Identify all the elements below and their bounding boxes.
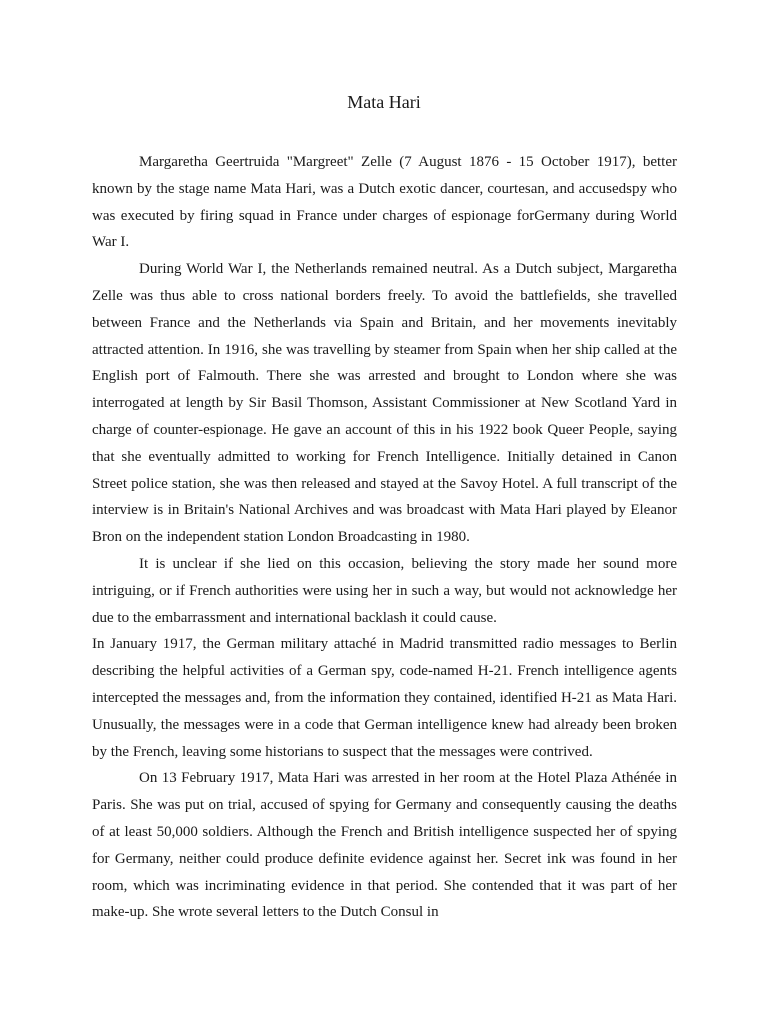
paragraph-arrest: On 13 February 1917, Mata Hari was arrested in her room at the Hotel Plaza Athénée in Paris. She was put on trial, accused of spying for Germany and consequently causing the deaths of at least 50,000 soldiers. Although the French and British intelligence suspected her of spying for Germany, neither could produce definite evidence against her. Secret ink was found in her room, which was incriminating evidence in that period. She contended that it was part of her make-up. She wrote several letters to the Dutch Consul in	[92, 770, 677, 921]
paragraph-uncertainty: It is unclear if she lied on this occasion, believing the story made her sound more intriguing, or if French authorities were using her in such a way, but would not acknowledge her due to the embarrassment and international backlash it could cause.	[92, 555, 677, 626]
paragraph-intro: Margaretha Geertruida "Margreet" Zelle (7 August 1876 - 15 October 1917), better known by the stage name Mata Hari, was a Dutch exotic dancer, courtesan, and accusedspy who was executed by firing squad in France under charges of espionage forGermany during World War I.	[92, 154, 677, 251]
paragraph-wartime-travels: During World War I, the Netherlands remained neutral. As a Dutch subject, Margaretha Zelle was thus able to cross national borders freely. To avoid the battlefields, she travelled between France and the Netherlands via Spain and Britain, and her movements inevitably attracted attention. In 1916, she was travelling by steamer from Spain when her ship called at the English port of Falmouth. There she was arrested and brought to London where she was interrogated at length by Sir Basil Thomson, Assistant Commissioner at New Scotland Yard in charge of counter-espionage. He gave an account of this in his 1922 book Queer People, saying that she eventually admitted to working for French Intelligence. Initially detained in Canon Street police station, she was then released and stayed at the Savoy Hotel. A full transcript of the interview is in Britain's National Archives and was broadcast with Mata Hari played by Eleanor Bron on the independent station London Broadcasting in 1980.	[92, 261, 677, 546]
page-title: Mata Hari	[347, 92, 421, 112]
paragraph-intercepted-messages: In January 1917, the German military attaché in Madrid transmitted radio messages to Berlin describing the helpful activities of a German spy, code-named H-21. French intelligence agents intercepted the messages and, from the information they contained, identified H-21 as Mata Hari. Unusually, the messages were in a code that German intelligence knew had already been broken by the French, leaving some historians to suspect that the messages were contrived.	[92, 636, 677, 760]
document-body	[92, 149, 677, 926]
